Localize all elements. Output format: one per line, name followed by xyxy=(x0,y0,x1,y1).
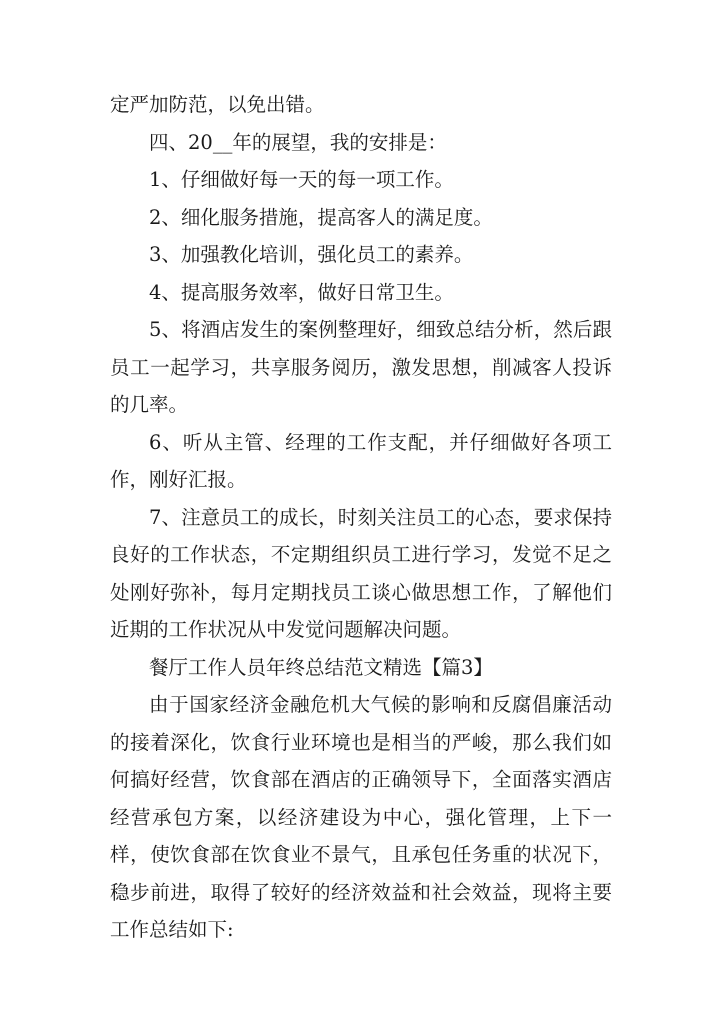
plan-item-4: 4、提高服务效率，做好日常卫生。 xyxy=(149,280,454,304)
plan-item-6: 6、听从主管、经理的工作支配，并仔细做好各项工作，刚好汇报。 xyxy=(110,430,612,491)
document-page xyxy=(110,86,612,949)
plan-item-2: 2、细化服务措施，提高客人的满足度。 xyxy=(149,205,493,229)
paragraph-continuation: 定严加防范，以免出错。 xyxy=(110,93,325,116)
body-paragraph: 由于国家经济金融危机大气候的影响和反腐倡廉活动的接着深化，饮食行业环境也是相当的严峻，那么我们如何搞好经营，饮食部在酒店的正确领导下，全面落实酒店经营承包方案，以经济建设为中心，强化管理，上下一样，使饮食部在饮食业不景气，且承包任务重的状况下，稳步前进，取得了较好的经济效益和社会效益，现将主要工作总结如下: xyxy=(110,693,612,941)
plan-item-3: 3、加强教化培训，强化员工的素养。 xyxy=(149,243,474,266)
plan-item-7: 7、注意员工的成长，时刻关注员工的心态，要求保持良好的工作状态，不定期组织员工进行学习，发觉不足之处刚好弥补，每月定期找员工谈心做思想工作，了解他们近期的工作状况从中发觉问题解决问题。 xyxy=(110,505,612,641)
article-title-part3: 餐厅工作人员年终总结范文精选【篇3】 xyxy=(149,655,493,679)
plan-item-1: 1、仔细做好每一天的每一项工作。 xyxy=(149,168,454,191)
section-heading-outlook: 四、20__年的展望，我的安排是： xyxy=(149,130,447,154)
plan-item-5: 5、将酒店发生的案例整理好，细致总结分析，然后跟员工一起学习，共享服务阅历，激发思想，削减客人投诉的几率。 xyxy=(110,318,612,416)
